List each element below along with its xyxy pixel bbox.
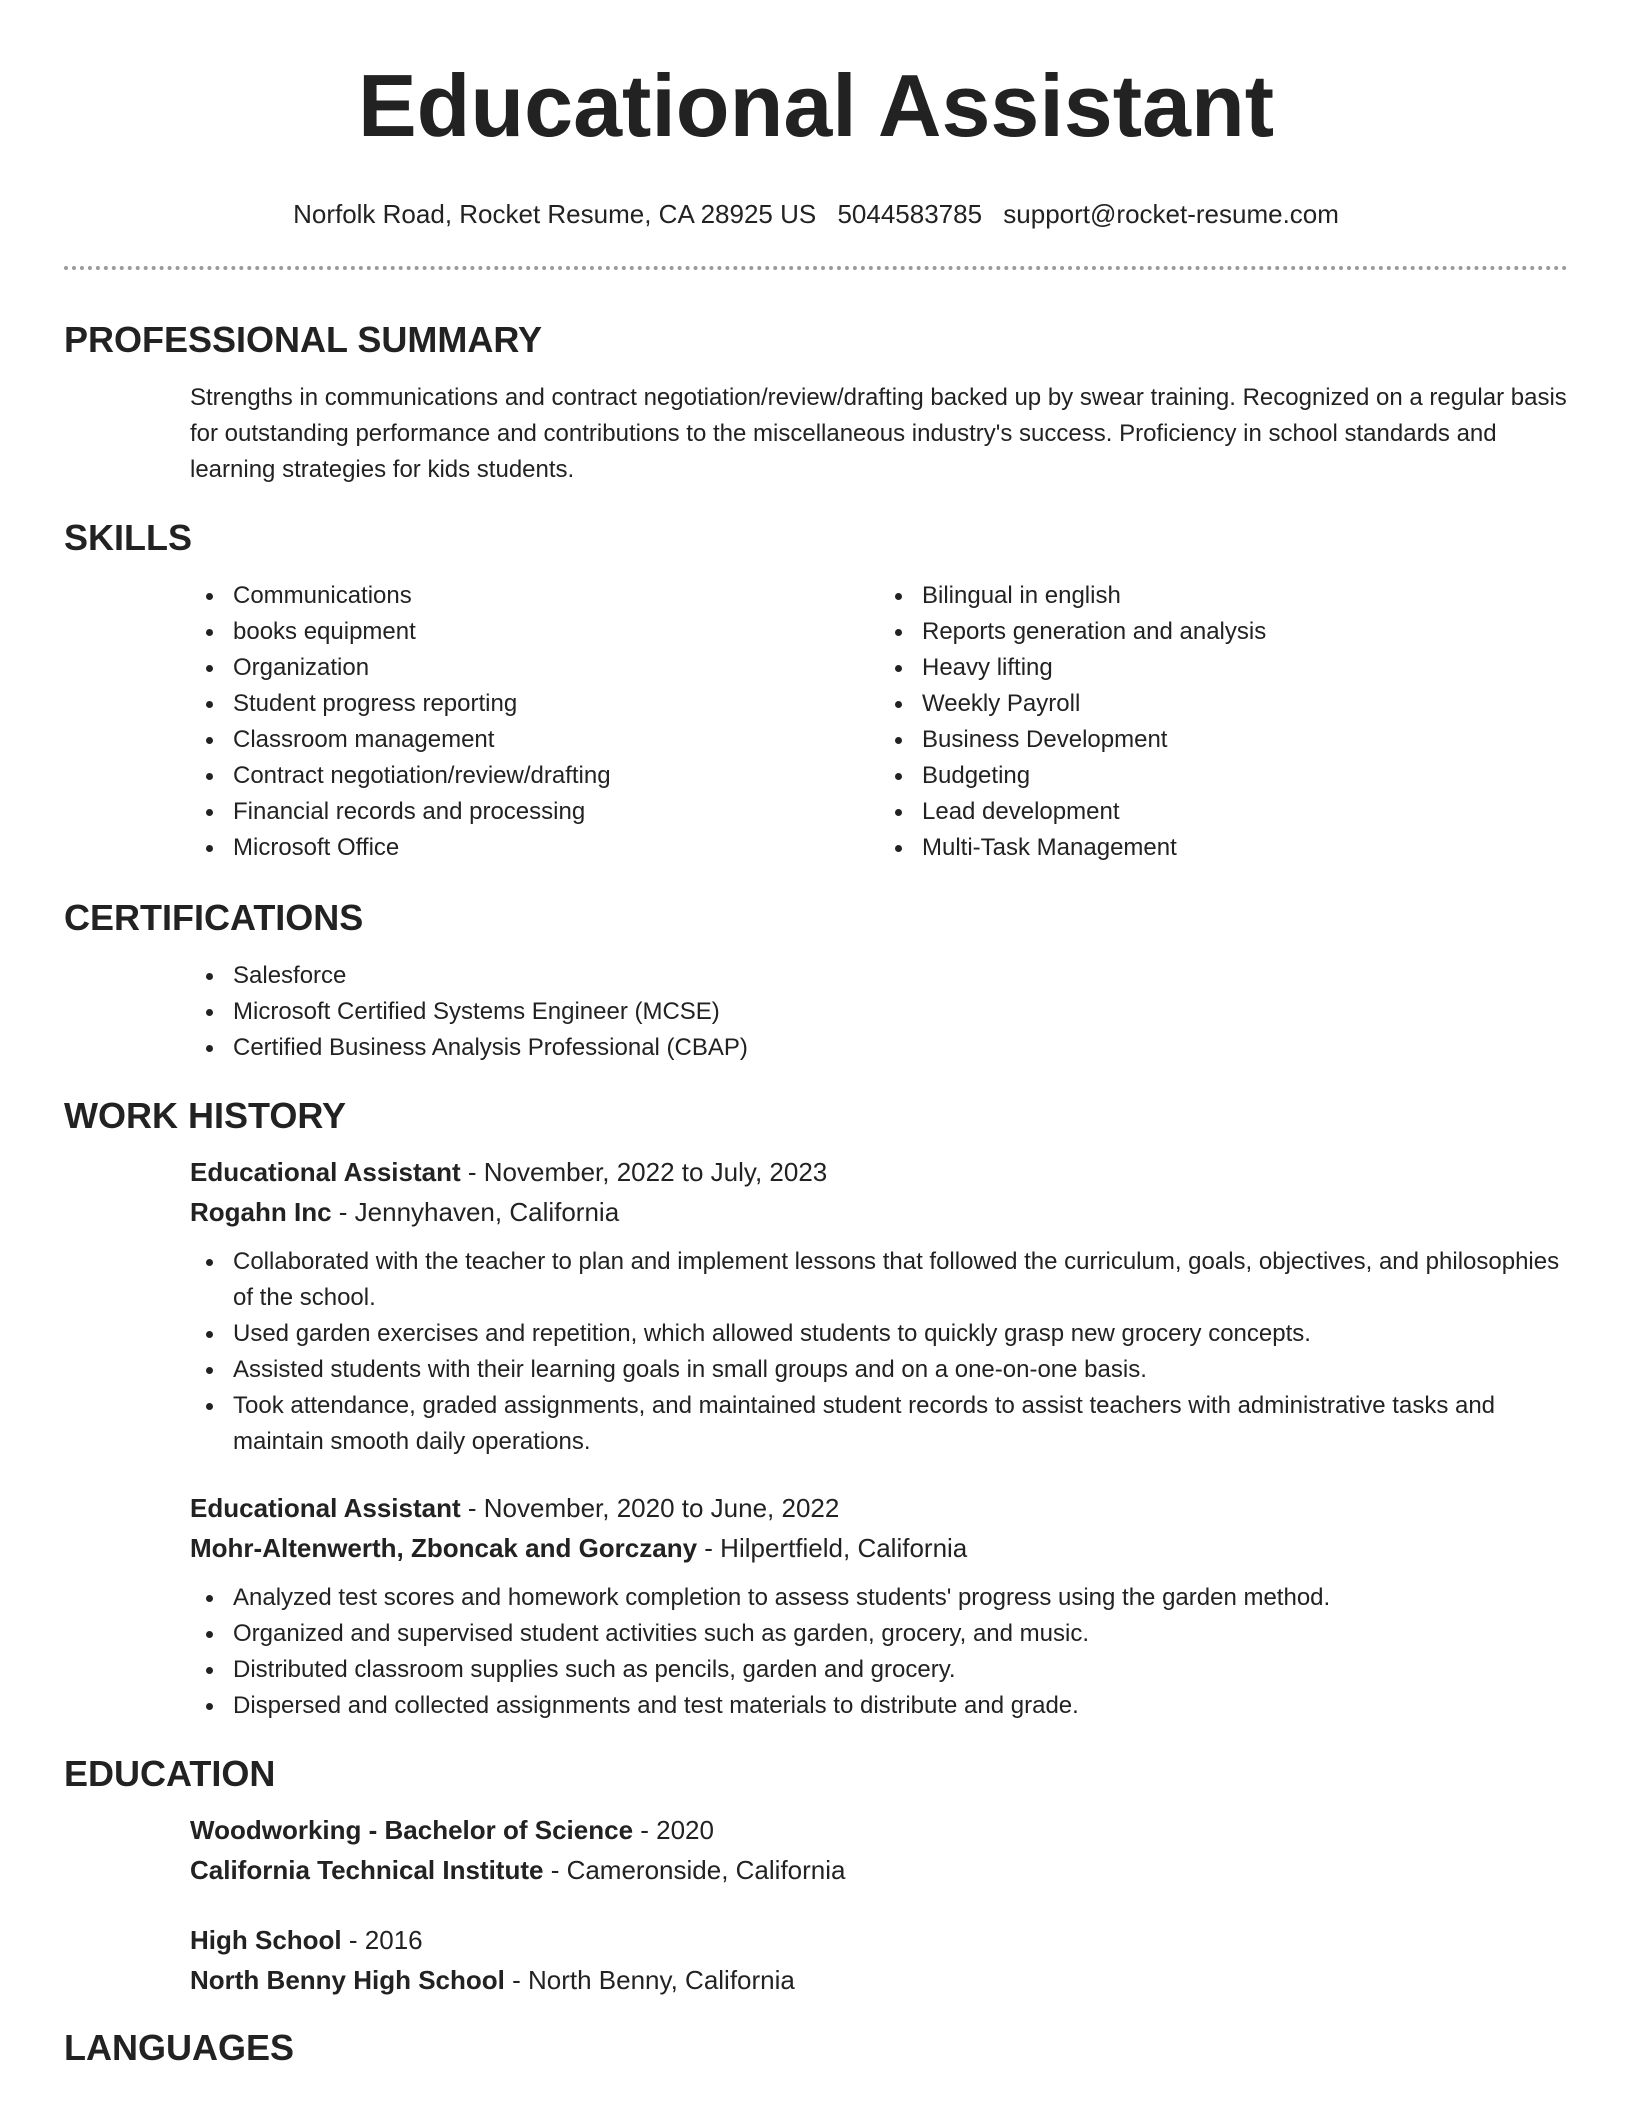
job-duty: Used garden exercises and repetition, which allowed students to quickly grasp new grocery concepts. (233, 1316, 1568, 1352)
skill-item: Contract negotiation/review/drafting (233, 758, 879, 794)
contact-line (64, 196, 1568, 232)
contact-phone: 5044583785 (837, 199, 983, 229)
education-title: EDUCATION (64, 1753, 276, 1794)
job-duties (190, 1580, 1568, 1724)
education-section (64, 1752, 1568, 2000)
skill-item: Student progress reporting (233, 686, 879, 722)
certifications-section (64, 896, 1568, 1066)
summary-title: PROFESSIONAL SUMMARY (64, 319, 543, 360)
job-company: Mohr-Altenwerth, Zboncak and Gorczany (190, 1533, 698, 1563)
job-dates: - November, 2022 to July, 2023 (460, 1157, 828, 1187)
job-entry (64, 1152, 1568, 1460)
job-duty: Organized and supervised student activities such as garden, grocery, and music. (233, 1616, 1568, 1652)
skills-title: SKILLS (64, 517, 193, 558)
certifications-title: CERTIFICATIONS (64, 897, 364, 938)
education-school-line (190, 1850, 1568, 1890)
skill-item: Microsoft Office (233, 830, 879, 866)
education-school: North Benny High School (190, 1965, 505, 1995)
job-duty: Analyzed test scores and homework completion to assess students' progress using the garden method. (233, 1580, 1568, 1616)
resume-name: Educational Assistant (357, 56, 1275, 155)
skill-item: Heavy lifting (922, 650, 1568, 686)
skill-item: Budgeting (922, 758, 1568, 794)
skill-item: Communications (233, 578, 879, 614)
work-section (64, 1094, 1568, 1724)
languages-title: LANGUAGES (64, 2027, 295, 2068)
job-duty: Took attendance, graded assignments, and maintained student records to assist teachers with administrative tasks and maintain smooth daily operations. (233, 1388, 1568, 1460)
job-role: Educational Assistant (190, 1493, 461, 1523)
job-role: Educational Assistant (190, 1157, 461, 1187)
skills-list-right (879, 578, 1568, 866)
skill-item: Organization (233, 650, 879, 686)
education-degree-line (190, 1810, 1568, 1850)
job-location: - Hilpertfield, California (697, 1533, 968, 1563)
job-location: - Jennyhaven, California (331, 1197, 620, 1227)
skills-section (64, 516, 1568, 866)
job-duty: Distributed classroom supplies such as pencils, garden and grocery. (233, 1652, 1568, 1688)
certifications-list (190, 958, 1568, 1066)
skill-item: books equipment (233, 614, 879, 650)
job-company: Rogahn Inc (190, 1197, 332, 1227)
certification-item: Salesforce (233, 958, 1568, 994)
skill-item: Reports generation and analysis (922, 614, 1568, 650)
work-title: WORK HISTORY (64, 1095, 347, 1136)
languages-section (64, 2026, 1568, 2070)
skill-item: Multi-Task Management (922, 830, 1568, 866)
skills-columns (64, 578, 1568, 866)
job-duties (190, 1244, 1568, 1460)
education-year: - 2016 (341, 1925, 423, 1955)
skill-item: Lead development (922, 794, 1568, 830)
skills-list-left (190, 578, 879, 866)
skill-item: Weekly Payroll (922, 686, 1568, 722)
skill-item: Financial records and processing (233, 794, 879, 830)
certifications-list-wrap (64, 958, 1568, 1066)
skill-item: Bilingual in english (922, 578, 1568, 614)
job-entry (64, 1488, 1568, 1724)
header-divider (64, 266, 1568, 270)
job-company-line (190, 1192, 1568, 1232)
education-entry (64, 1920, 1568, 2000)
education-location: - North Benny, California (504, 1965, 795, 1995)
education-year: - 2020 (633, 1815, 714, 1845)
contact-address: Norfolk Road, Rocket Resume, CA 28925 US (293, 199, 817, 229)
job-duty: Dispersed and collected assignments and test materials to distribute and grade. (233, 1688, 1568, 1724)
job-duty: Assisted students with their learning goals in small groups and on a one-on-one basis. (233, 1352, 1568, 1388)
education-school: California Technical Institute (190, 1855, 544, 1885)
job-title-line (190, 1152, 1568, 1192)
job-title-line (190, 1488, 1568, 1528)
summary-section (64, 318, 1568, 488)
education-school-line (190, 1960, 1568, 2000)
certification-item: Certified Business Analysis Professional (CBAP) (233, 1030, 1568, 1066)
skill-item: Classroom management (233, 722, 879, 758)
job-dates: - November, 2020 to June, 2022 (460, 1493, 840, 1523)
education-entry (64, 1810, 1568, 1890)
education-degree-line (190, 1920, 1568, 1960)
job-duty: Collaborated with the teacher to plan and implement lessons that followed the curriculum, goals, objectives, and philosophies of the school. (233, 1244, 1568, 1316)
education-degree: High School (190, 1925, 342, 1955)
skill-item: Business Development (922, 722, 1568, 758)
education-location: - Cameronside, California (543, 1855, 846, 1885)
job-company-line (190, 1528, 1568, 1568)
education-degree: Woodworking - Bachelor of Science (190, 1815, 634, 1845)
summary-text: Strengths in communications and contract negotiation/review/drafting backed up by swear training. Recognized on a regular basis for outstanding performance and contributions to the miscellaneous industry's success. Proficiency in school standards and learning strategies for kids students. (190, 384, 1567, 483)
certification-item: Microsoft Certified Systems Engineer (MCSE) (233, 994, 1568, 1030)
contact-email: support@rocket-resume.com (1003, 199, 1339, 229)
